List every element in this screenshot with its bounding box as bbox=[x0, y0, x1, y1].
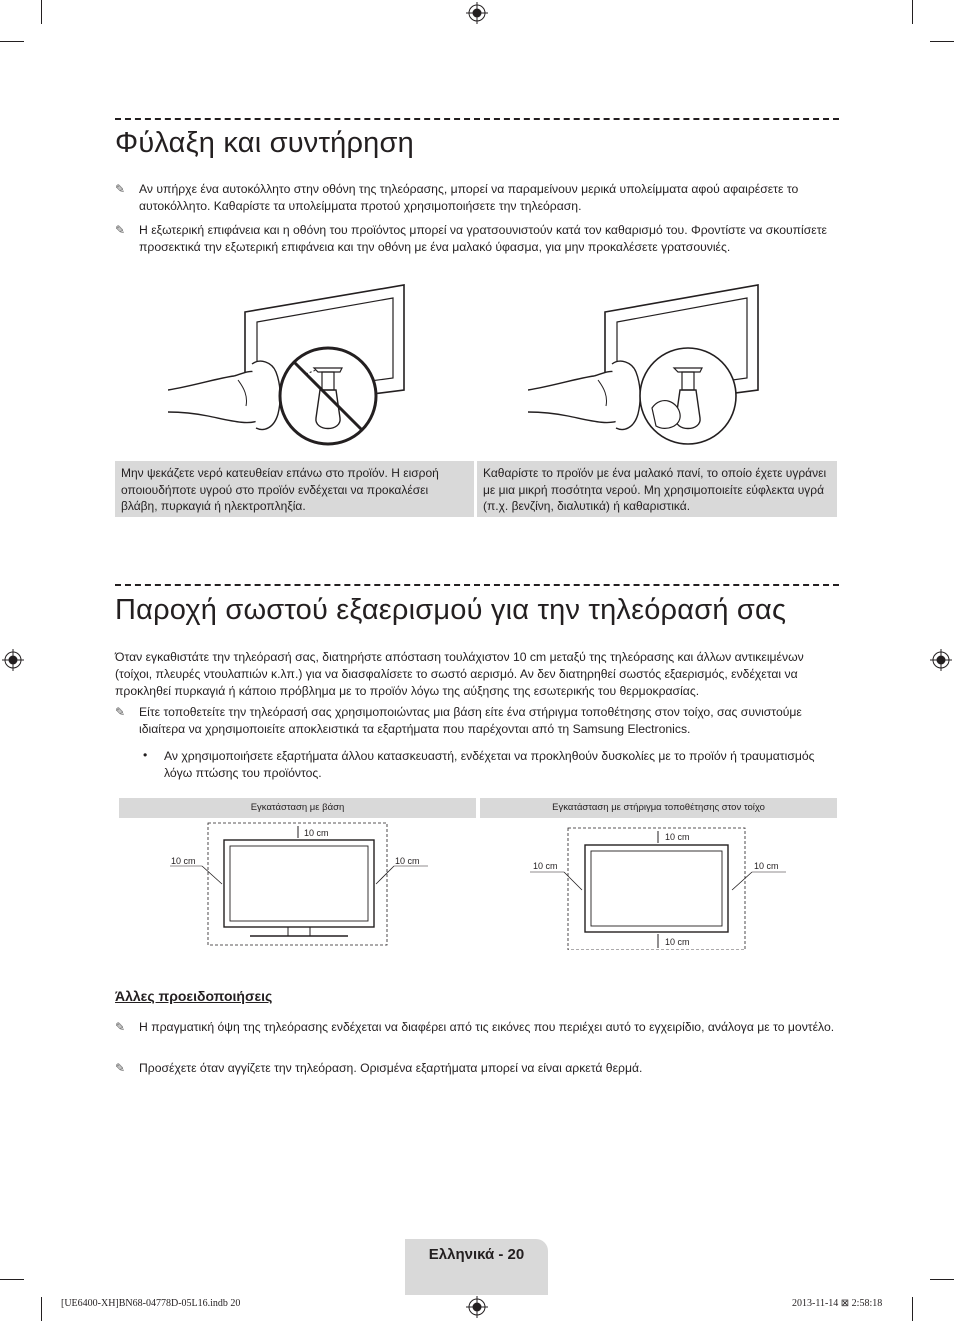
bullet-mark: • bbox=[143, 748, 148, 762]
dimension-right-wall: 10 cm bbox=[754, 861, 779, 871]
note-text: Προσέχετε όταν αγγίζετε την τηλεόραση. Ορισμένα εξαρτήματα μπορεί να είναι αρκετά θερμά. bbox=[139, 1061, 643, 1075]
note-text: Η εξωτερική επιφάνεια και η οθόνη του προϊόντος μπορεί να γρατσουνιστούν κατά τον καθαρισμό του. Φροντίστε να σκουπίσετε προσεκτικά την εξωτερική επιφάνεια και την οθόνη με ένα μαλακό ύφασμα, για μην προκαλέσετε γρατσουνιές. bbox=[139, 223, 827, 254]
dimension-left-stand: 10 cm bbox=[171, 856, 196, 866]
section-divider bbox=[115, 118, 839, 120]
crop-mark bbox=[912, 0, 913, 24]
soft-cloth-illustration bbox=[528, 282, 778, 452]
pencil-note-icon: ✎ bbox=[115, 1061, 126, 1075]
note-sticker-residue bbox=[115, 181, 840, 215]
section-title-storage: Φύλαξη και συντήρηση bbox=[115, 127, 414, 159]
bullet-third-party: Αν χρησιμοποιήσετε εξαρτήματα άλλου κατασκευαστή, ενδέχεται να προκληθούν δυσκολίες με το προϊόν ή τραυματισμός λόγω πτώσης του προϊόντος. bbox=[164, 749, 815, 780]
crop-mark bbox=[930, 41, 954, 42]
diagram-stand-label: Εγκατάσταση με βάση bbox=[119, 798, 476, 818]
page-number-label: Ελληνικά - 20 bbox=[405, 1239, 548, 1295]
pencil-note-icon: ✎ bbox=[115, 1020, 126, 1034]
section-divider bbox=[115, 584, 839, 586]
note-samsung-parts bbox=[115, 704, 840, 738]
crop-mark bbox=[41, 0, 42, 24]
dimension-left-wall: 10 cm bbox=[533, 861, 558, 871]
registration-mark-icon bbox=[466, 2, 488, 24]
crop-mark bbox=[0, 1279, 24, 1280]
pencil-note-icon: ✎ bbox=[115, 223, 126, 237]
footer-timestamp: 2013-11-14 ⊠ 2:58:18 bbox=[792, 1298, 883, 1309]
registration-mark-icon bbox=[930, 649, 952, 671]
pencil-note-icon: ✎ bbox=[115, 182, 126, 196]
caption-soft-cloth: Καθαρίστε το προϊόν με ένα μαλακό πανί, το οποίο έχετε υγράνει με μια μικρή ποσότητα νερού. Μη χρησιμοποιείτε εύφλεκτα υγρά (π.χ. βενζίνη, διαλυτικά) ή καθαριστικά. bbox=[477, 461, 837, 517]
ventilation-intro: Όταν εγκαθιστάτε την τηλεόρασή σας, διατηρήστε απόσταση τουλάχιστον 10 cm μεταξύ της τηλεόρασης και άλλων αντικειμένων (τοίχοι, πλευρές ντουλαπιών κ.λπ.) για να διασφαλίσετε το σωστό αερισμό. Αν δεν διατηρηθεί σωστός εξαερισμός, ενδέχεται να προκληθεί πυρκαγιά ή κάποιο πρόβλημα με το προϊόν λόγω της αύξησης της εσωτερικής του θερμοκρασίας. bbox=[115, 650, 804, 698]
stand-installation-diagram bbox=[150, 818, 450, 950]
note-text: Αν υπήρχε ένα αυτοκόλλητο στην οθόνη της τηλεόρασης, μπορεί να παραμείνουν μερικά υπολείμματα αφού αφαιρέσετε το αυτοκόλλητο. Καθαρίστε τα υπολείμματα προτού χρησιμοποιήσετε την τηλεόραση. bbox=[139, 182, 799, 213]
section-title-other-warnings: Άλλες προειδοποιήσεις bbox=[115, 988, 273, 1004]
dimension-top-stand: 10 cm bbox=[304, 828, 329, 838]
note-hot-parts bbox=[115, 1060, 840, 1077]
dimension-right-stand: 10 cm bbox=[395, 856, 420, 866]
caption-no-spray: Μην ψεκάζετε νερό κατευθείαν επάνω στο προϊόν. Η εισροή οποιουδήποτε υγρού στο προϊόν ενδέχεται να προκαλέσει βλάβη, πυρκαγιά ή ηλεκτροπληξία. bbox=[115, 461, 474, 517]
diagram-wall-label: Εγκατάσταση με στήριγμα τοποθέτησης στον τοίχο bbox=[480, 798, 837, 818]
note-scratch-warning bbox=[115, 222, 840, 256]
pencil-note-icon: ✎ bbox=[115, 705, 126, 719]
dimension-bottom-wall: 10 cm bbox=[665, 937, 690, 947]
section-title-ventilation: Παροχή σωστού εξαερισμού για την τηλεόρασή σας bbox=[115, 594, 787, 626]
crop-mark bbox=[41, 1297, 42, 1321]
footer-filename: [UE6400-XH]BN68-04778D-05L16.indb 20 bbox=[61, 1298, 241, 1309]
dimension-top-wall: 10 cm bbox=[665, 832, 690, 842]
no-spray-illustration bbox=[168, 282, 418, 452]
crop-mark bbox=[930, 1279, 954, 1280]
crop-mark bbox=[912, 1297, 913, 1321]
note-appearance bbox=[115, 1019, 840, 1036]
wall-mount-installation-diagram bbox=[510, 818, 810, 950]
note-text: Είτε τοποθετείτε την τηλεόρασή σας χρησιμοποιώντας μια βάση είτε ένα στήριγμα τοποθέτησης στον τοίχο, σας συνιστούμε ιδιαίτερα να χρησιμοποιείτε αποκλειστικά τα εξαρτήματα που παρέχονται από τη Samsung Electronics. bbox=[139, 705, 802, 736]
note-text: Η πραγματική όψη της τηλεόρασης ενδέχεται να διαφέρει από τις εικόνες που περιέχει αυτό το εγχειρίδιο, ανάλογα με το μοντέλο. bbox=[139, 1020, 835, 1034]
registration-mark-icon bbox=[466, 1296, 488, 1318]
registration-mark-icon bbox=[2, 649, 24, 671]
crop-mark bbox=[0, 41, 24, 42]
